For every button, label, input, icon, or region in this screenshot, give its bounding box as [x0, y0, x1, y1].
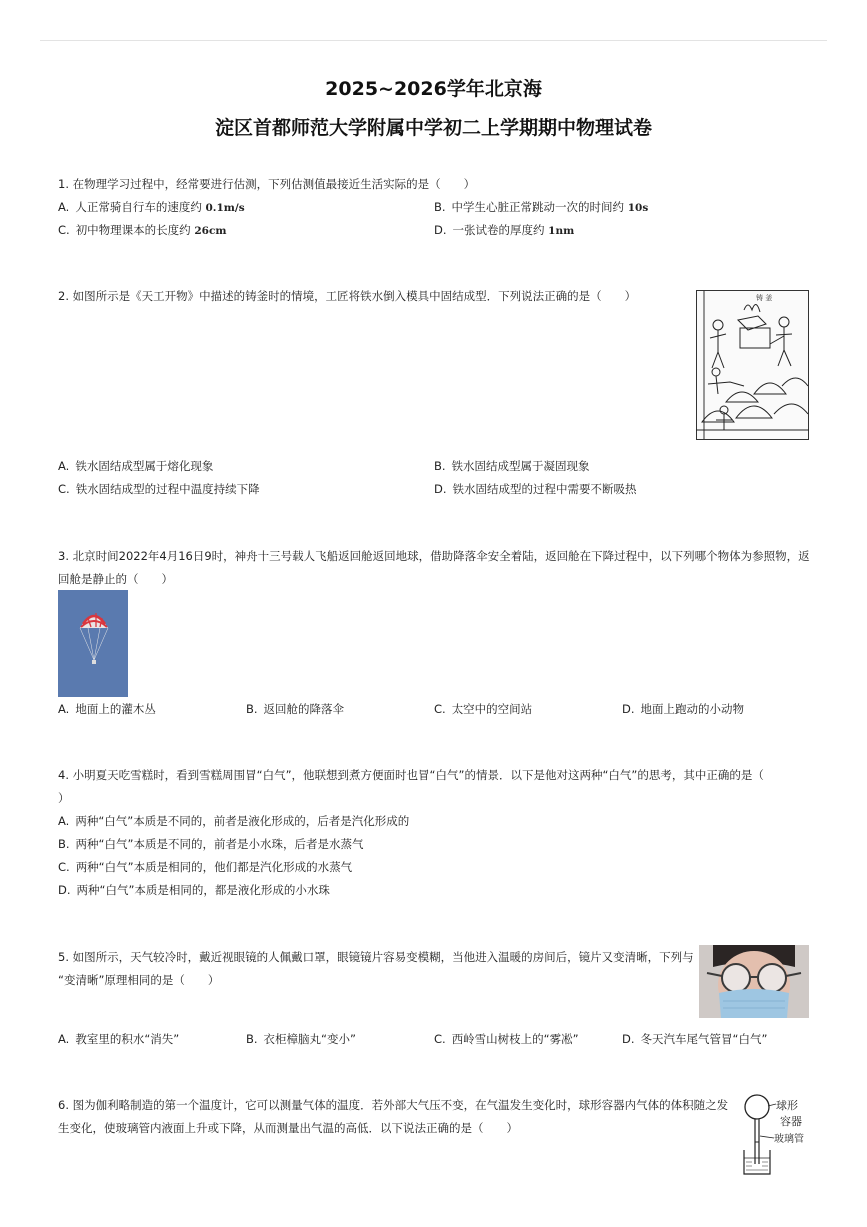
q2-stem: 2. 如图所示是《天工开物》中描述的铸釜时的情境，工匠将铁水倒入模具中固结成型．下列说法正确的是（ ） — [58, 289, 637, 303]
label-sphere: 球形 — [776, 1099, 798, 1112]
label-glass-tube: 玻璃管 — [774, 1134, 804, 1145]
q4-option-d[interactable]: D. 两种“白气”本质是相同的，都是液化形成的小水珠 — [58, 883, 330, 897]
q3-option-a[interactable]: A. 地面上的灌木丛 — [58, 702, 156, 716]
q4-option-c[interactable]: C. 两种“白气”本质是相同的，他们都是汽化形成的水蒸气 — [58, 860, 353, 874]
q3-option-d[interactable]: D. 地面上跑动的小动物 — [622, 702, 745, 716]
q5-stem-line1: 5. 如图所示，天气较冷时，戴近视眼镜的人佩戴口罩，眼镜镜片容易变模糊，当他进入温暖的房间后，镜片又变清晰，下列与 — [58, 950, 694, 964]
q5-stem-line2: “变清晰”原理相同的是（ ） — [58, 973, 220, 987]
q5-option-c[interactable]: C. 西岭雪山树枝上的“雾凇” — [434, 1032, 579, 1046]
q2-option-d[interactable]: D. 铁水固结成型的过程中需要不断吸热 — [434, 482, 637, 496]
q3-stem-line1: 3. 北京时间2022年4月16日9时，神舟十三号载人飞船返回舱返回地球，借助降落伞安全着陆，返回舱在下降过程中，以下列哪个物体为参照物，返 — [58, 549, 810, 563]
q3-option-b[interactable]: B. 返回舱的降落伞 — [246, 702, 345, 716]
foggy-glasses-photo — [699, 945, 809, 1018]
q4-stem-line1: 4. 小明夏天吃雪糕时，看到雪糕周围冒“白气”，他联想到煮方便面时也冒“白气”的情景．以下是他对这两种“白气”的思考，其中正确的是（ — [58, 768, 764, 782]
exam-title-line2: 淀区首都师范大学附属中学初二上学期期中物理试卷 — [214, 117, 652, 139]
q1-stem: 1. 在物理学习过程中，经常要进行估测，下列估测值最接近生活实际的是（ ） — [58, 177, 476, 191]
q5-option-a[interactable]: A. 教室里的积水“消失” — [58, 1032, 180, 1046]
galileo-thermometer-diagram — [740, 1092, 812, 1176]
q6-stem-line1: 6. 图为伽利略制造的第一个温度计，它可以测量气体的温度．若外部大气压不变，在气温发生变化时，球形容器内气体的体积随之发 — [58, 1098, 729, 1112]
q1-option-d[interactable]: D. 一张试卷的厚度约 1nm — [434, 223, 575, 237]
q1-option-c[interactable]: C. 初中物理课本的长度约 26cm — [58, 223, 227, 237]
q2-option-a[interactable]: A. 铁水固结成型属于熔化现象 — [58, 459, 214, 473]
q2-option-b[interactable]: B. 铁水固结成型属于凝固现象 — [434, 459, 590, 473]
q4-stem-line2: ） — [58, 791, 70, 805]
q3-option-c[interactable]: C. 太空中的空间站 — [434, 702, 533, 716]
q4-option-b[interactable]: B. 两种“白气”本质是不同的，前者是小水珠，后者是水蒸气 — [58, 837, 364, 851]
q5-option-d[interactable]: D. 冬天汽车尾气管冒“白气” — [622, 1032, 768, 1046]
q4-option-a[interactable]: A. 两种“白气”本质是不同的，前者是液化形成的，后者是汽化形成的 — [58, 814, 410, 828]
q5-option-b[interactable]: B. 衣柜樟脑丸“变小” — [246, 1032, 356, 1046]
tiangong-kaiwu-illustration — [696, 290, 809, 440]
label-container: 容器 — [780, 1115, 802, 1128]
q1-option-b[interactable]: B. 中学生心脏正常跳动一次的时间约 10s — [434, 200, 649, 214]
q1-option-a[interactable]: A. 人正常骑自行车的速度约 0.1m/s — [58, 200, 245, 214]
parachute-photo — [58, 590, 128, 697]
q6-stem-line2: 生变化，使玻璃管内液面上升或下降，从而测量出气温的高低．以下说法正确的是（ ） — [58, 1121, 518, 1135]
exam-title-line1: 2025~2026学年北京海 — [325, 78, 542, 100]
q2-option-c[interactable]: C. 铁水固结成型的过程中温度持续下降 — [58, 482, 260, 496]
q3-stem-line2: 回舱是静止的（ ） — [58, 572, 173, 586]
top-rule — [40, 40, 827, 41]
figure-caption: 铸 釜 — [756, 294, 773, 302]
